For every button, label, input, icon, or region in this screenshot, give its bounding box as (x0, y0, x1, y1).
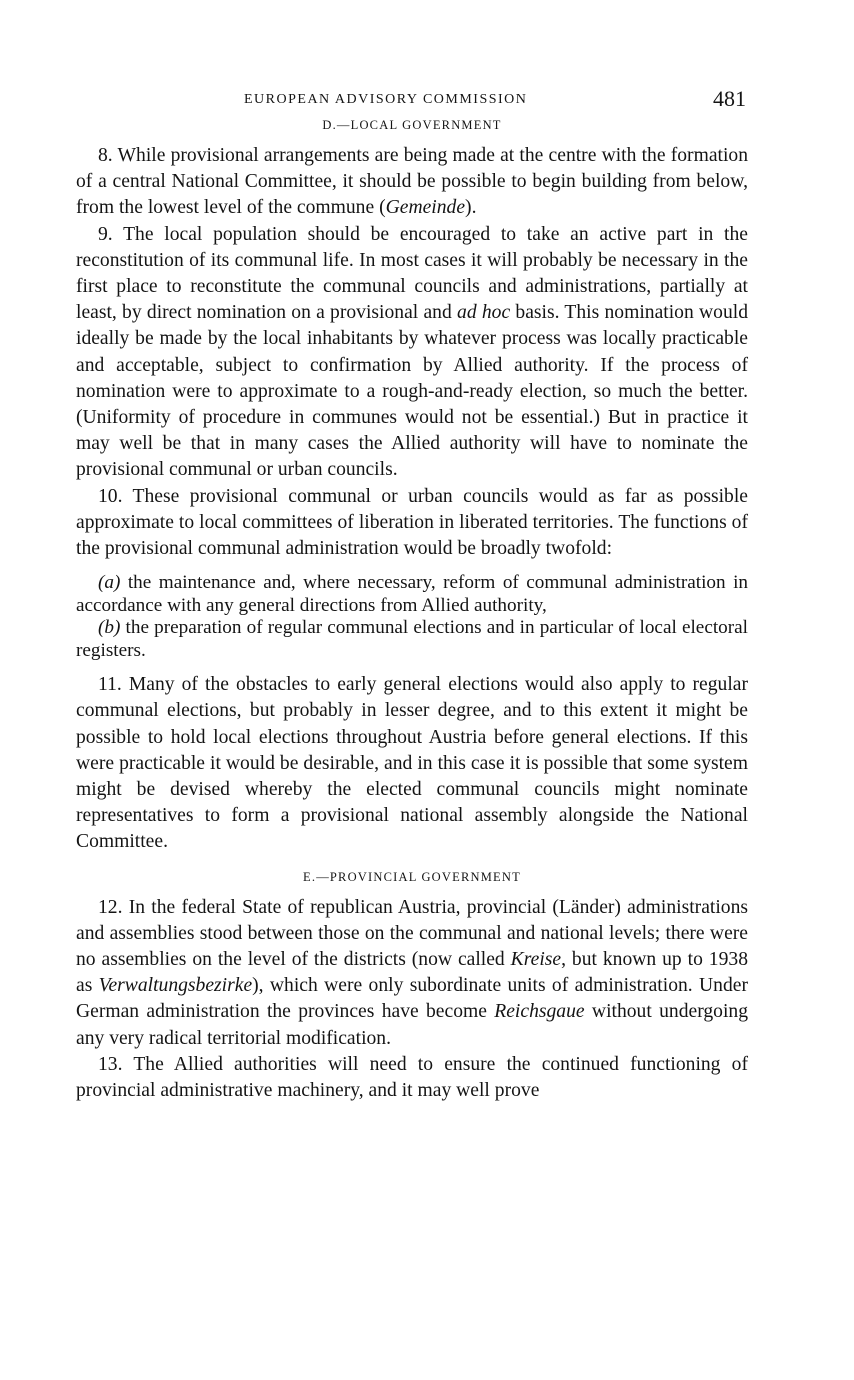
list-item-a: (a) the maintenance and, where necessary, reform of communal administration in accordance with any general directions from Allied authority, (76, 572, 748, 616)
paragraph-12: 12. In the federal State of republican Austria, provincial (Länder) administrations and assemblies stood between those on the communal and national levels; there were no assemblies on the level of the districts (now called Kreise, but known up to 1938 as Verwaltungsbezirke), which were only subordinate units of administration. Under German administration the provinces have become Reichsgaue without undergoing any very radical territorial modification. (76, 896, 748, 1049)
page-number: 481 (713, 86, 746, 111)
paragraph-13: 13. The Allied authorities will need to ensure the continued functioning of provincial administrative machinery, and it may well prove (76, 1053, 748, 1102)
list-item-b: (b) the preparation of regular communal elections and in particular of local electoral registers. (76, 617, 748, 661)
running-title: EUROPEAN ADVISORY COMMISSION (244, 92, 528, 107)
section-heading-local-government: D.—LOCAL GOVERNMENT (322, 118, 502, 132)
section-heading-provincial-government: E.—PROVINCIAL GOVERNMENT (303, 869, 521, 884)
document-page (76, 86, 748, 1104)
paragraph-8: 8. While provisional arrangements are being made at the centre with the formation of a central National Committee, it should be possible to begin building from below, from the lowest level of the commune (Gemeinde). (76, 145, 748, 219)
paragraph-11: 11. Many of the obstacles to early general elections would also apply to regular communal elections, but probably in lesser degree, and to this extent it might be possible to hold local elections throughout Austria before general elections. If this were practicable it would be desirable, and in this case it is possible that some system might be devised whereby the elected communal councils might nominate representatives to form a provisional national assembly alongside the National Committee. (76, 674, 748, 853)
paragraph-9: 9. The local population should be encouraged to take an active part in the reconstitution of its communal life. In most cases it will probably be necessary in the first place to reconstitute the communal councils and administrations, partially at least, by direct nomination on a provisional and ad hoc basis. This nomination would ideally be made by the local inhabitants by whatever process was locally practicable and acceptable, subject to confirmation by Allied authority. If the process of nomination were to approximate to a rough-and-ready election, so much the better. (Uniformity of procedure in communes would not be essential.) But in practice it may well be that in many cases the Allied authority will have to nominate the provisional communal or urban councils. (76, 223, 748, 481)
functions-list (76, 572, 748, 662)
paragraph-10: 10. These provisional communal or urban councils would as far as possible approximate to local committees of liberation in liberated territories. The functions of the provisional communal administration would be broadly twofold: (76, 485, 748, 560)
running-header (76, 86, 748, 118)
